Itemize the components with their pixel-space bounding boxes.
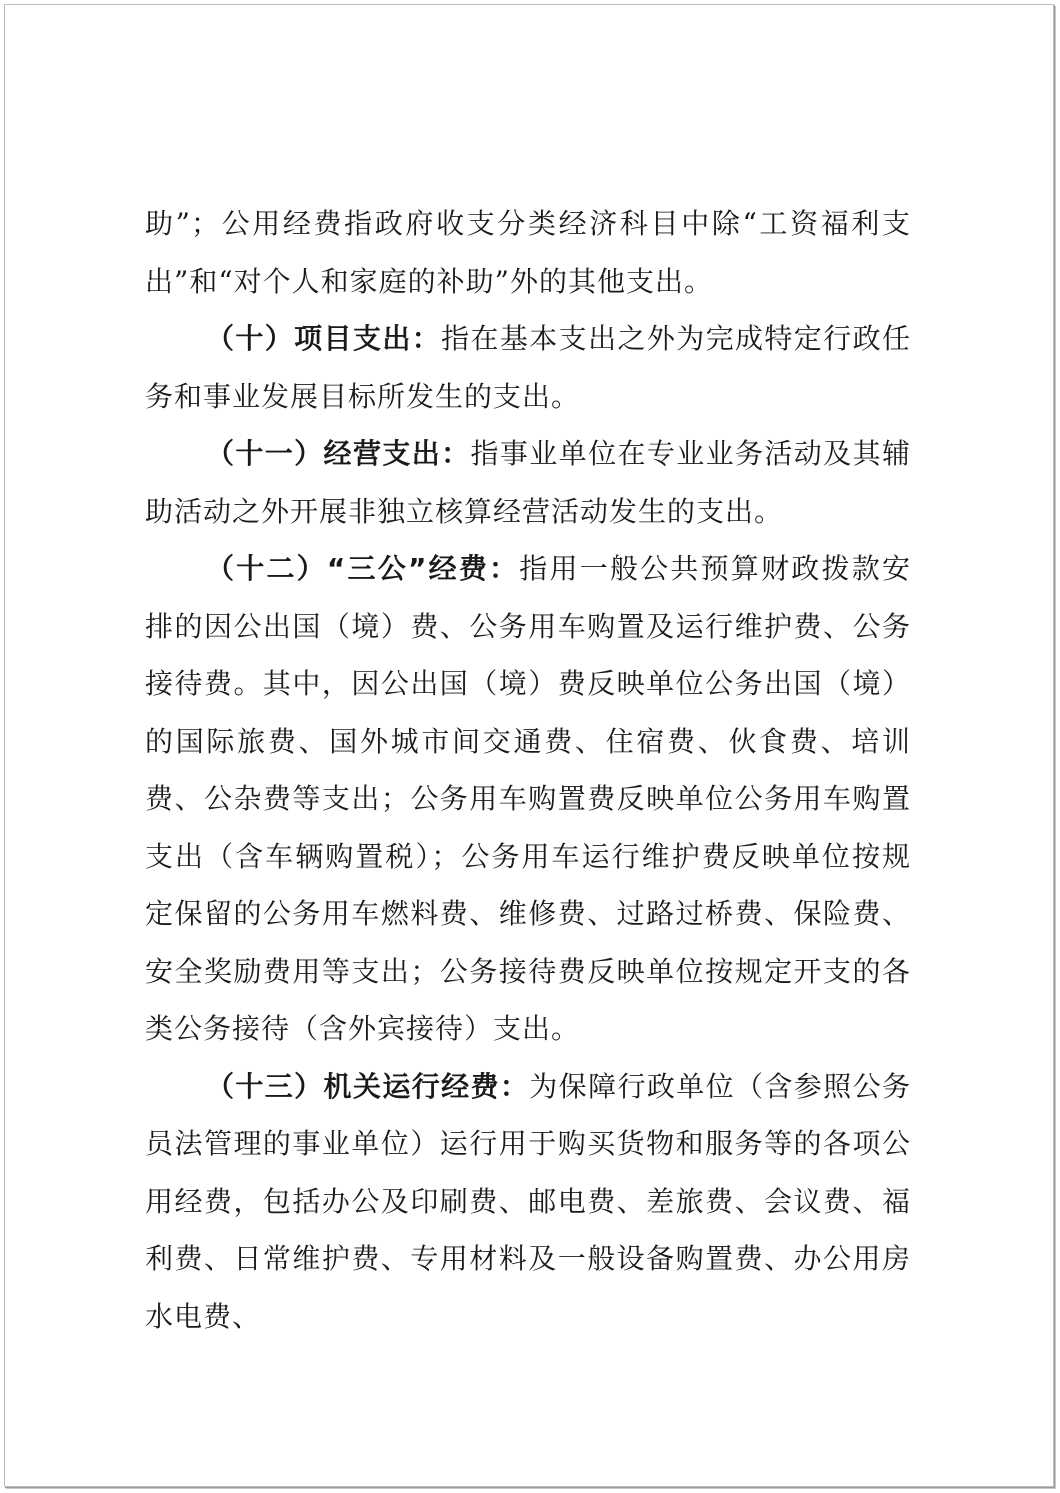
paragraph-text: 指用一般公共预算财政拨款安排的因公出国（境）费、公务用车购置及运行维护费、公务接待费。其中，因公出国（境）费反映单位公务出国（境）的国际旅费、国外城市间交通费、住宿费、伙食费、培训费、公杂费等支出；公务用车购置费反映单位公务用车购置支出（含车辆购置税）；公务用车运行维护费反映单位按规定保留的公务用车燃料费、维修费、过路过桥费、保险费、安全奖励费用等支出；公务接待费反映单位按规定开支的各类公务接待（含外宾接待）支出。 xyxy=(145,552,911,1045)
paragraph-heading: （十）项目支出： xyxy=(206,322,442,355)
paragraph-heading: （十二）“三公”经费： xyxy=(206,552,520,585)
paragraph-continuation xyxy=(145,195,911,310)
paragraph-text: 为保障行政单位（含参照公务员法管理的事业单位）运行用于购买货物和服务等的各项公用经费，包括办公及印刷费、邮电费、差旅费、会议费、福利费、日常维护费、专用材料及一般设备购置费、办公用房水电费、 xyxy=(145,1069,911,1333)
paragraph-agency-operating-expenses xyxy=(145,1058,911,1346)
paragraph-text: 指在基本支出之外为完成特定行政任务和事业发展目标所发生的支出。 xyxy=(145,322,911,413)
document-body xyxy=(145,195,911,1345)
paragraph-three-public-expenses xyxy=(145,540,911,1058)
paragraph-heading: （十一）经营支出： xyxy=(206,437,471,470)
paragraph-text: 指事业单位在专业业务活动及其辅助活动之外开展非独立核算经营活动发生的支出。 xyxy=(145,437,911,528)
document-page xyxy=(4,4,1054,1487)
paragraph-heading: （十三）机关运行经费： xyxy=(206,1069,530,1103)
paragraph-text: 助”；公用经费指政府收支分类经济科目中除“工资福利支出”和“对个人和家庭的补助”外的其他支出。 xyxy=(145,207,911,298)
paragraph-project-expenditure xyxy=(145,310,911,425)
paragraph-operating-expenditure xyxy=(145,425,911,540)
